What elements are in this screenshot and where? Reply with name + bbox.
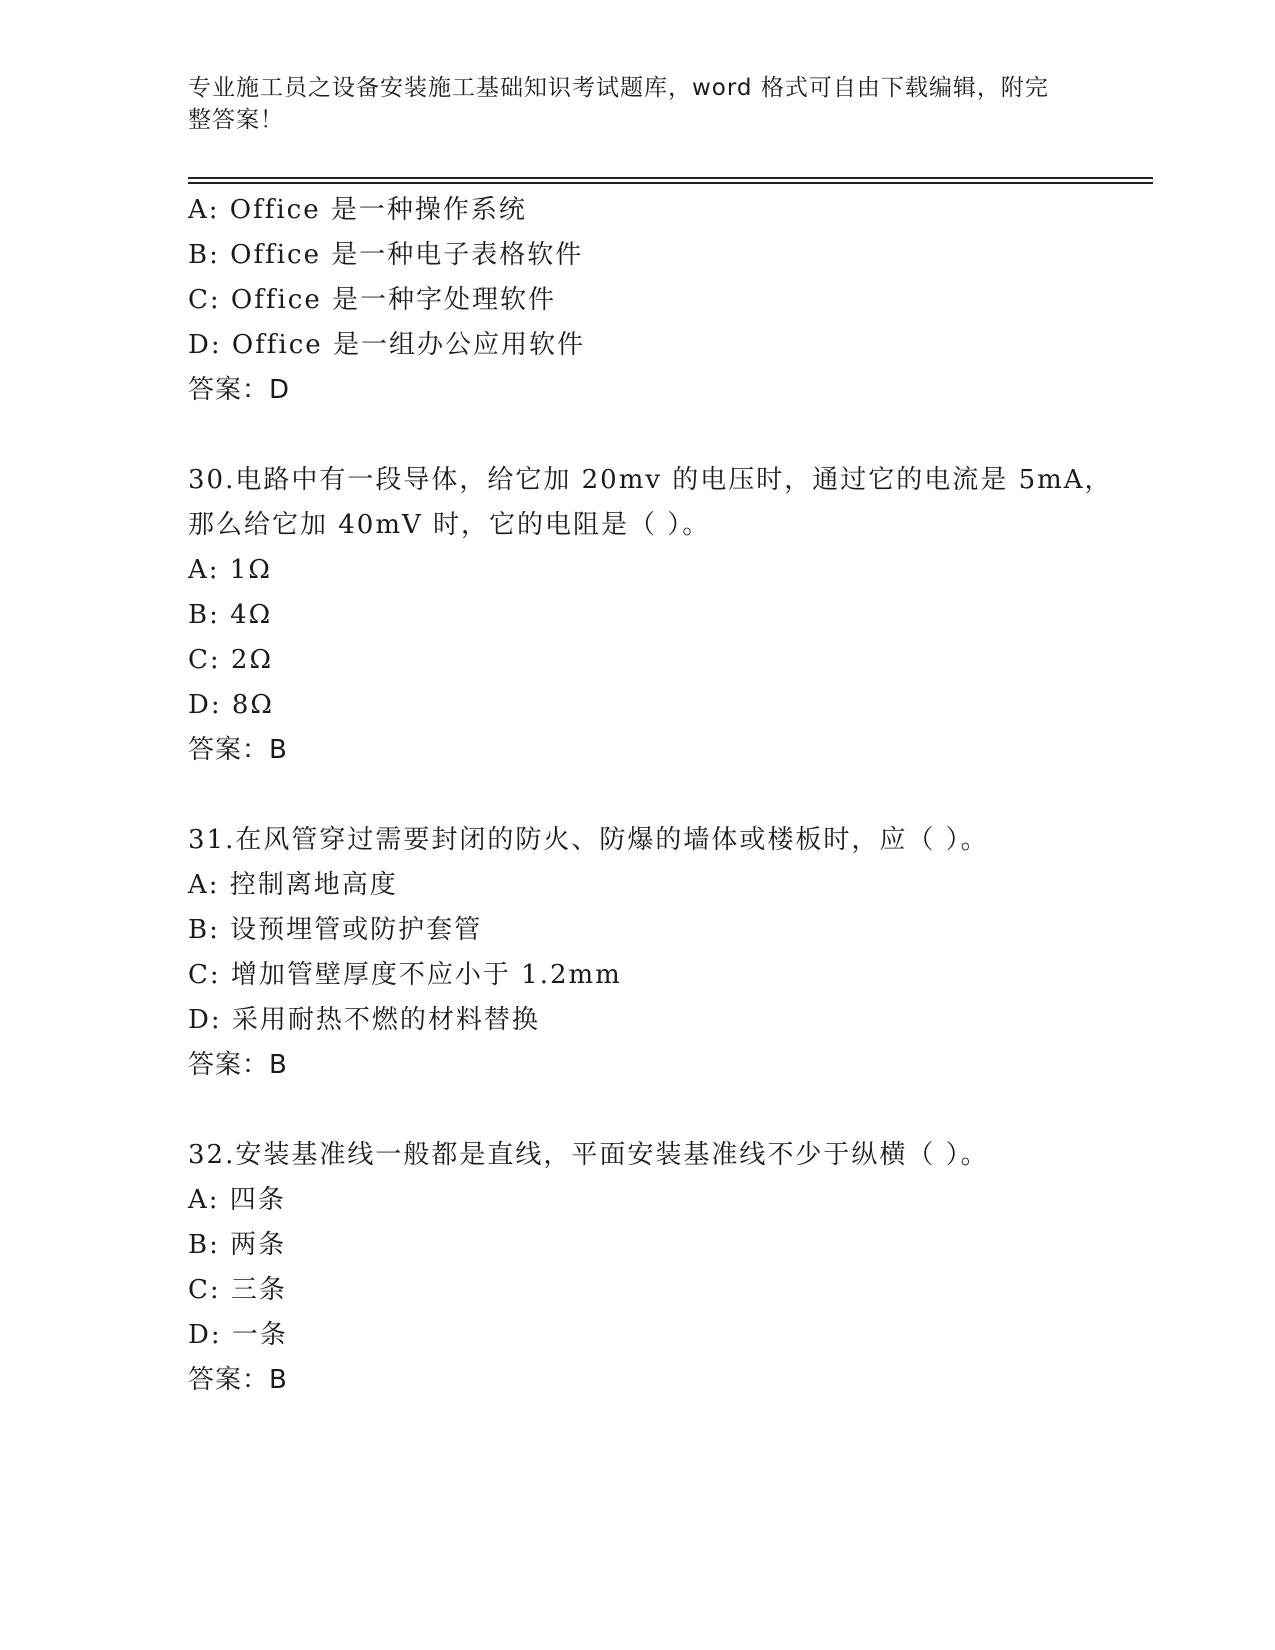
document-header [188,72,1068,136]
q31-option-d: D: 采用耐热不燃的材料替换 [188,1005,540,1035]
q30-stem-line-2: 那么给它加 40mV 时，它的电阻是（ ）。 [188,510,711,540]
q29-option-a: A: Office 是一种操作系统 [188,195,527,225]
q29-option-c: C: Office 是一种字处理软件 [188,285,557,315]
q32-answer: 答案：B [188,1365,288,1395]
q31-stem: 31.在风管穿过需要封闭的防火、防爆的墙体或楼板时，应（ ）。 [188,825,989,855]
q32-option-a: A: 四条 [188,1185,286,1215]
header-line-1: 专业施工员之设备安装施工基础知识考试题库，word 格式可自由下载编辑，附完 [188,75,1049,101]
header-line-2: 整答案！ [188,107,284,133]
q30-option-a: A: 1Ω [188,555,272,585]
header-divider-top [188,177,1153,179]
q32-option-b: B: 两条 [188,1230,287,1260]
q30-option-d: D: 8Ω [188,690,274,720]
q32-stem: 32.安装基准线一般都是直线，平面安装基准线不少于纵横（ ）。 [188,1140,989,1170]
q32-option-c: C: 三条 [188,1275,287,1305]
q31-option-c: C: 增加管壁厚度不应小于 1.2mm [188,960,622,990]
q29-option-d: D: Office 是一组办公应用软件 [188,330,585,360]
q31-option-a: A: 控制离地高度 [188,870,398,900]
q29-option-b: B: Office 是一种电子表格软件 [188,240,584,270]
q30-option-c: C: 2Ω [188,645,274,675]
q31-answer: 答案：B [188,1050,288,1080]
header-divider-bottom [188,182,1153,184]
q30-stem-line-1: 30.电路中有一段导体，给它加 20mv 的电压时，通过它的电流是 5mA， [188,465,1113,495]
q29-answer: 答案：D [188,375,291,405]
q30-answer: 答案：B [188,735,288,765]
q31-option-b: B: 设预埋管或防护套管 [188,915,483,945]
q32-option-d: D: 一条 [188,1320,288,1350]
q30-option-b: B: 4Ω [188,600,273,630]
